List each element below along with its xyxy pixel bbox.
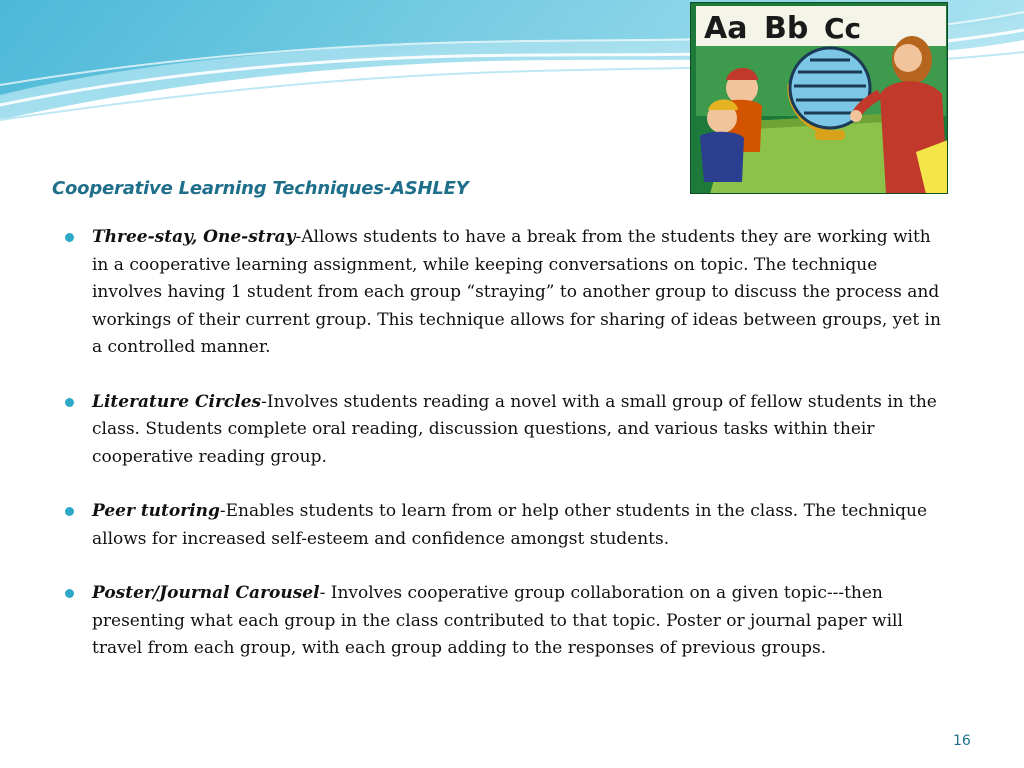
svg-text:Aa: Aa (704, 11, 748, 46)
slide-title: Cooperative Learning Techniques-ASHLEY (52, 178, 469, 199)
bullet-dot-icon (65, 589, 74, 598)
bullet-term: Literature Circles (92, 391, 262, 412)
bullet-three-stay-one-stray (62, 224, 952, 362)
bullet-literature-circles (62, 389, 952, 472)
bullet-dot-icon (65, 507, 74, 516)
bullet-poster-journal-carousel (62, 580, 952, 663)
bullet-dot-icon (65, 398, 74, 407)
bullet-description: -Involves students reading a novel with a small group of fellow students in the class. Students complete oral reading, discussion questions, and various tasks within their cooperative reading group. (92, 391, 937, 467)
bullet-description: -Enables students to learn from or help other students in the class. The technique allows for increased self-esteem and confidence amongst students. (92, 501, 927, 549)
slide-page-number: 16 (953, 733, 971, 749)
bullet-dot-icon (65, 233, 74, 242)
bullet-term: Three-stay, One-stray (92, 227, 296, 247)
technique-bullet-list (62, 224, 952, 690)
bullet-peer-tutoring (62, 498, 952, 553)
bullet-description: -Allows students to have a break from the students they are working with in a cooperative learning assignment, while keeping conversations on topic. The technique involves having 1 student from each group “straying” to another group to discuss the process and workings of their current group. This technique allows for sharing of ideas between groups, yet in a controlled manner. (92, 227, 941, 357)
classroom-globe-clipart (690, 2, 948, 194)
svg-text:Bb: Bb (764, 11, 809, 46)
svg-text:Cc: Cc (824, 12, 862, 45)
bullet-term: Poster/Journal Carousel (92, 583, 320, 603)
bullet-description: - Involves cooperative group collaboration on a given topic---then presenting what each group in the class contributed to that topic. Poster or journal paper will travel from each group, with each group adding to the responses of previous groups. (92, 583, 903, 658)
bullet-term: Peer tutoring (92, 501, 220, 521)
